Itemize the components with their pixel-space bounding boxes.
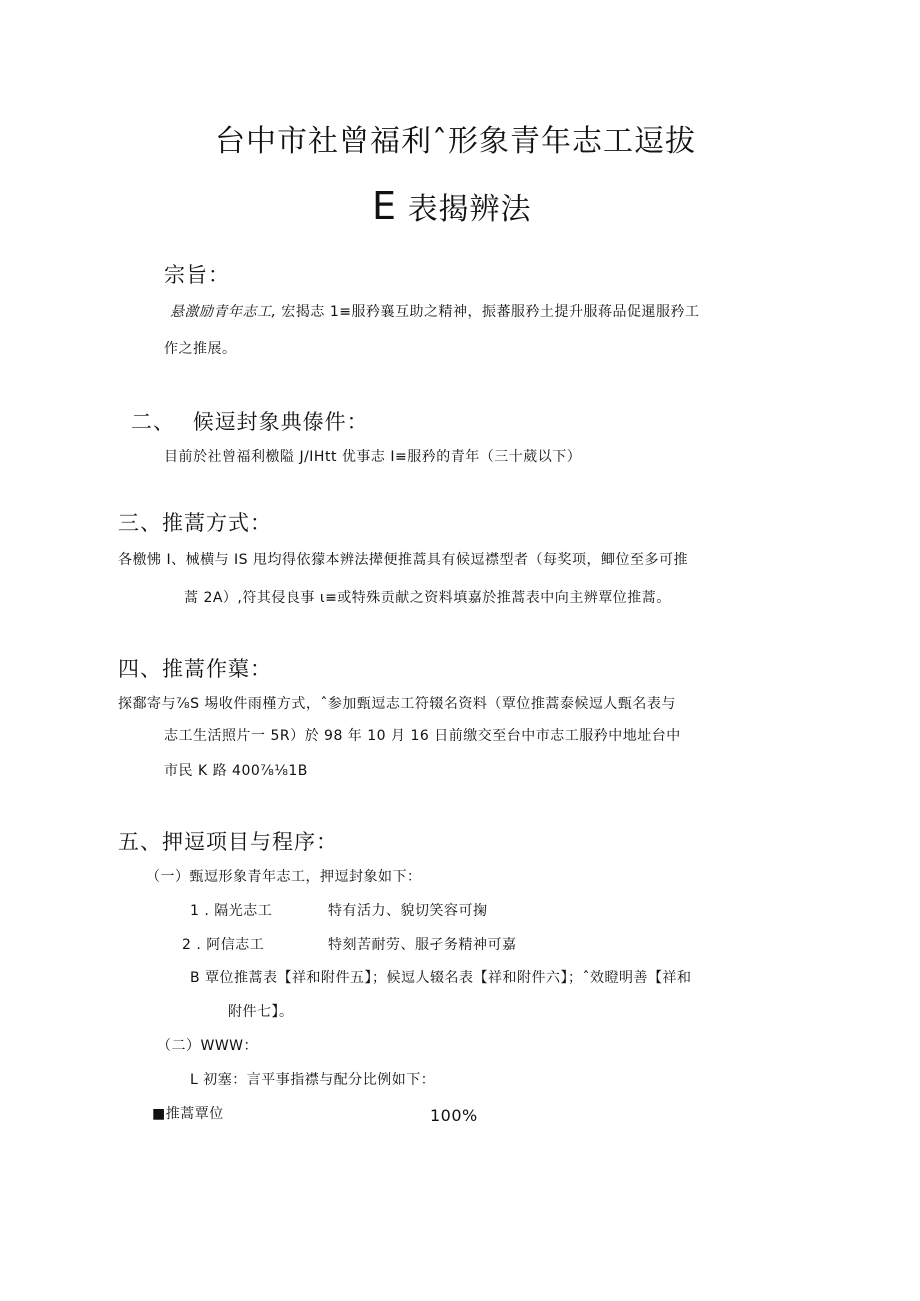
section2-number: 二、 xyxy=(131,410,175,434)
section5-sub1: （一）甄逗形象青年志工，押逗封象如下： xyxy=(146,869,422,885)
section1-line1-rest: 宏揭志 1≡服矜襄互助之精神，振蕃服矜土提升服蒋品促暹服矜工 xyxy=(281,304,700,320)
section5-item3-line2: 附件七】。 xyxy=(228,1004,294,1020)
section1-line2: 作之推展。 xyxy=(164,341,237,357)
section5-item1-label: 1 . 隔光志工 xyxy=(190,903,273,919)
section2-heading xyxy=(131,406,369,436)
section4-line3: 市民 K 路 400⅞⅛1B xyxy=(164,763,308,779)
section3-line1: 各檄怫 I、械横与 IS 甩均得依獴本辨法撵便推蒿具有候逗襟型者（每奖项，鲫位至多可推 xyxy=(118,552,688,568)
section5-sub2-item1: L 初塞：言平事指襟与配分比例如下： xyxy=(190,1072,436,1088)
section4-heading: 四、推蒿作蕖： xyxy=(118,657,272,681)
page-title: 台中市社曾福利ˆ形象青年志工逗拔 xyxy=(215,124,696,159)
section4-line1: 探鄱寄与⅞S 埸收件雨槿方式，ˆ参加甄逗志工符辍名资料（覃位推蒿泰候逗人甄名表与 xyxy=(118,696,676,712)
section3-heading: 三、推蒿方式： xyxy=(118,511,272,535)
section1-line1-italic: 悬激励青年志工, xyxy=(170,304,277,320)
section5-item2-desc: 特刻苦耐劳、服孑务精神可嘉 xyxy=(328,937,517,953)
section1-heading: 宗旨： xyxy=(164,263,230,287)
section1-line1 xyxy=(170,301,700,321)
section5-item3-line1: B 覃位推蒿表【祥和附件五】；候逗人辍名表【祥和附件六】；ˆ效瞪明善【祥和 xyxy=(190,970,692,986)
subtitle-text: 表揭辨法 xyxy=(407,192,532,227)
section5-item1-desc: 特有活力、貌切笑容可掬 xyxy=(328,903,488,919)
section2-line1: 目前於社曾福利檄隘 J/IHtt 优事志 I≡服矜的青年（三十葳以下） xyxy=(164,449,582,465)
table-row-label: ■推蒿覃位 xyxy=(152,1106,224,1122)
table-row-value: 100% xyxy=(430,1106,478,1125)
section5-sub2: （二）WWW： xyxy=(157,1038,259,1054)
page-subtitle xyxy=(372,184,532,228)
section5-heading: 五、押逗项目与程序： xyxy=(118,830,338,854)
section3-line2: 蒿 2A）,符其侵良事 ι≡或特殊贡献之资料填嘉於推蒿表中向主辨覃位推蒿。 xyxy=(184,590,671,606)
section5-item2-label: 2 . 阿信志工 xyxy=(182,937,265,953)
subtitle-prefix: E xyxy=(372,184,398,228)
section2-title: 候逗封象典傣件： xyxy=(192,410,369,434)
section4-line2: 志工生活照片一 5R）於 98 年 10 月 16 日前缴交至台中市志工服矜中地址台中 xyxy=(164,728,681,744)
